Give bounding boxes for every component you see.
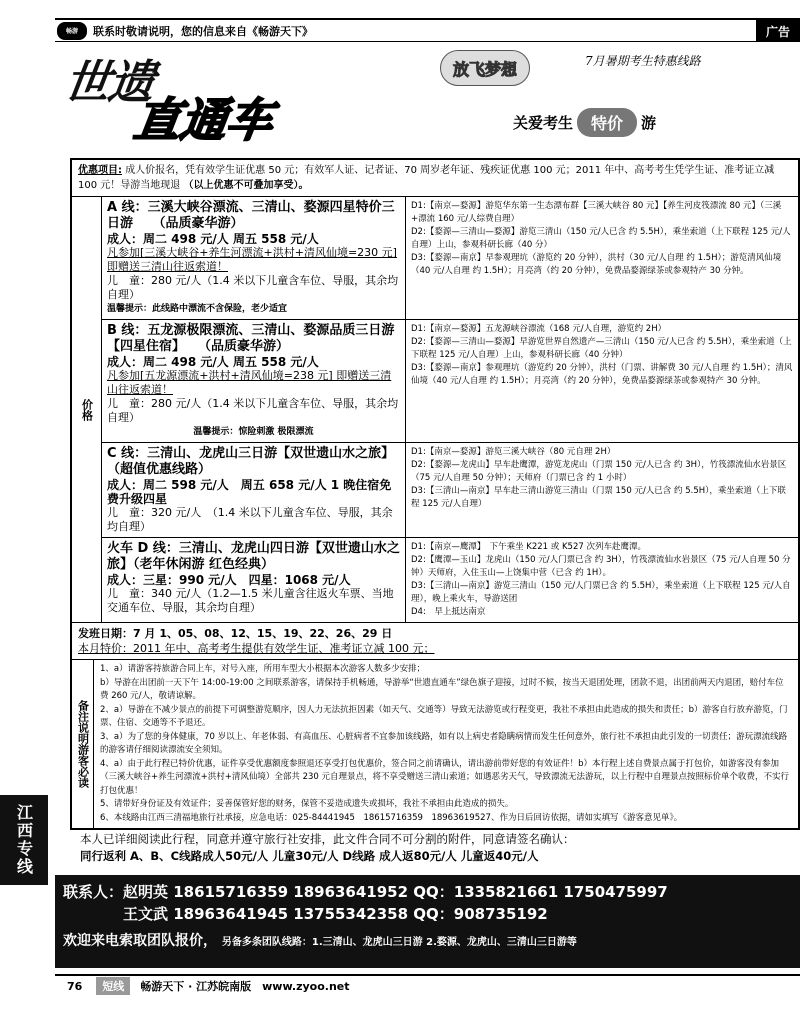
day-1: D1:【南京—鹰潭】 下午乘坐 K221 或 K527 次列车赴鹰潭。	[411, 542, 646, 552]
care-slogan	[513, 108, 656, 137]
day-3: D3:【三清山—南京】早车赴三清山游览三清山（门票 150 元/人已含 约 5.5H），乘坐索道（上下联程 125 元/人自理）	[411, 486, 786, 509]
line-child-price: 儿 童：340 元/人（1.2—1.5 米儿童含往返火车票、当地交通车位、导服，其余均自理）	[107, 587, 394, 614]
promo-text: 成人价报名，凭有效学生证优惠 50 元；有效军人证、记者证、70 周岁老年证、残疾证优惠 100 元；2011 年中、高考考生凭学生证、准考证立减 100 元！导游当地现退	[78, 165, 775, 191]
note-item: 3、a）为了您的身体健康，70 岁以上、年老体弱、有高血压、心脏病者不宜参加该线路，如有以上病史者隐瞒病情而发生任何意外，旅行社不承担由此引发的一切责任；游玩漂流线路的游客请仔细阅读漂流安全须知。	[100, 731, 788, 755]
footer-tag: 短线	[96, 977, 130, 995]
price-label: 价格	[72, 197, 102, 622]
line-tip: 温馨提示：此线路中漂流不含保险，老少适宜	[107, 304, 288, 314]
banner-subtitle: 7月暑期考生特惠线路	[585, 54, 701, 68]
line-b	[102, 320, 798, 443]
line-child-price: 儿 童：320 元/人 （1.4 米以下儿童含车位、导服，其余均自理）	[107, 506, 393, 533]
promo-row	[72, 160, 798, 197]
line-extra: 凡参加[五龙源漂流+洪村+清风仙境=238 元] 即赠送三清山往返索道！	[107, 369, 392, 396]
page-number: 76	[67, 979, 83, 993]
line-adult-price: 成人：周二 598 元/人 周五 658 元/人 1 晚住宿免费升级四星	[107, 478, 392, 506]
contact-line-1: 联系人：赵明英 18615716359 18963641952 QQ：1335821661 1750475997	[63, 883, 668, 901]
line-adult-price: 成人：周二 498 元/人 周五 558 元/人	[107, 355, 319, 369]
line-a	[102, 197, 798, 320]
promo-bold: （以上优惠不可叠加享受）。	[183, 180, 309, 191]
contact-block	[55, 875, 800, 968]
day-2: D2:【鹰潭—玉山】龙虎山（150 元/人门票已含 约 3H），竹筏漂流仙水岩景区（75 元/人自理 50 分钟）天师府，入住玉山—上饶集中营（已含 约 1H）。	[411, 555, 791, 578]
day-1: D1:【南京—婺源】游览华东第一生态漂布群【三溪大峡谷 80 元】【养生河皮筏漂流 80 元】（三溪+漂流 160 元/人综费自理）	[411, 201, 782, 224]
day-3: D3:【婺源—南京】参观理坑（游览约 20 分钟），洪村（门票、讲解费 30 元/人自理 约 1.5H）；清风仙境（40 元/人自理 约 1.5H）；月亮湾（约 20 分钟），免费品婺源绿茶或参观特产 30 分钟。	[411, 363, 793, 386]
line-extra: 凡参加[三溪大峡谷+养生河漂流+洪村+清风仙境=230 元] 即赠送三清山往返索道！	[107, 246, 397, 273]
notes-side	[72, 660, 94, 828]
line-child-price: 儿 童：280 元/人（1.4 米以下儿童含车位、导服，其余均自理）	[107, 274, 399, 301]
care-special: 特价	[577, 108, 637, 137]
note-item: 5、请带好身份证及有效证件；妥善保管好您的财务，保管不妥造成遗失或损坏，我社不承担由此造成的损失。	[100, 799, 514, 809]
day-2: D2:【婺源—三清山—婺源】早游览世界自然遗产—三清山（150 元/人已含 约 5.5H），乘坐索道（上下联程 125 元/人自理）上山，参观科研长廊（40 分钟）	[411, 337, 792, 360]
top-bar	[55, 18, 800, 42]
care-left: 关爱考生	[513, 114, 574, 132]
line-title: B 线：五龙源极限漂流、三清山、婺源品质三日游【四星住宿】 （品质豪华游）	[107, 323, 395, 354]
notes-side-1: 备注说明	[76, 700, 90, 744]
footer-text: 畅游天下 · 江苏皖南版 www.zyoo.net	[140, 980, 350, 993]
departure-line: 发班日期：7 月 1、05、08、12、15、19、22、26、29 日	[78, 627, 393, 640]
dream-badge: 放飞梦想	[440, 50, 530, 86]
day-2: D2:【婺源—龙虎山】早车赴鹰潭，游览龙虎山（门票 150 元/人已含 约 3H），竹筏漂流仙水岩景区（75 元/人自理 50 分钟）；天师府（门票已含 约 1 小时）	[411, 460, 787, 483]
note-item: 6、本线路由江西三清福地旅行社承接，应急电话：025-84441945 18615716359 18963619527、作为日后回访依据，请如实填写《游客意见单》。	[100, 812, 683, 823]
day-2: D2:【婺源—三清山—婺源】游览三清山（150 元/人已含 约 5.5H），乘坐索道（上下联程 125 元/人自理）上山，参观科研长廊（40 分）	[411, 227, 791, 250]
welcome-line	[63, 930, 792, 950]
ad-label: 广告	[756, 20, 800, 42]
line-title: C 线：三清山、龙虎山三日游【双世遗山水之旅】 （超值优惠线路）	[107, 446, 414, 477]
welcome-small: 另备多条团队线路：1.三清山、龙虎山三日游 2.婺源、龙虎山、三清山三日游等	[221, 937, 577, 948]
note-item: 4、a）由于此行程已特价优惠，证件享受优惠额度参照退还享受打包优惠价，签合同之前请确认，请出游前带好您的有效证件！b）本行程上述自费景点属于打包价，如游客没有参加（三溪大峡谷+养生河漂流+洪村+清风仙境）全部共 230 元自理景点，将不享受赠送三清山索道；如遇恶劣天气，导致漂流无法游玩，以上行程中自理景点按照标价单个收费，不实行打包优惠！	[100, 758, 790, 796]
footer	[55, 974, 800, 996]
contact-line-2: 王文武 18963641945 13755342358 QQ：908735192	[63, 905, 548, 923]
header-notice: 联系时敬请说明，您的信息来自《畅游天下》	[93, 24, 313, 38]
line-child-price: 儿 童：280 元/人（1.4 米以下儿童含车位、导服，其余均自理）	[107, 397, 399, 424]
line-tip: 温馨提示：惊险刺激 极限漂流	[193, 427, 314, 437]
care-right: 游	[641, 114, 657, 132]
notes-section	[72, 659, 798, 828]
line-title: 火车 D 线：三清山、龙虎山四日游【双世遗山水之旅】（老年休闲游 红色经典）	[107, 541, 400, 572]
price-section	[72, 197, 798, 623]
banner	[55, 44, 800, 156]
confirm-block	[80, 831, 800, 865]
line-adult-price: 成人：周二 498 元/人 周五 558 元/人	[107, 232, 319, 246]
brand-title-bottom: 直通车	[130, 93, 277, 147]
day-4: D4: 早上抵达南京	[411, 607, 486, 617]
line-c	[102, 443, 798, 538]
line-d	[102, 538, 798, 622]
notes-side-2: 游客必读	[76, 744, 90, 788]
magazine-logo: 畅游	[57, 22, 87, 40]
welcome-text: 欢迎来电索取团队报价，	[63, 933, 217, 949]
line-title: A 线：三溪大峡谷漂流、三清山、婺源四星特价三日游 （品质豪华游）	[107, 200, 395, 231]
note-item: b）导游在出团前一天下午 14:00-19:00 之间联系游客，请保持手机畅通，导游举“世遗直通车”绿色旗子迎接，过时不候，按当天退团处理，团款不退，出团前两天内退团，赔付车位费 260 元/人，敬请谅解。	[100, 677, 784, 701]
day-3: D3:【三清山—南京】游览三清山（150 元/人门票已含 约 5.5H），乘坐索道（上下联程 125 元/人自理），晚上乘火车，导游送团	[411, 581, 791, 604]
promo-label: 优惠项目:	[78, 165, 122, 176]
section-sidebar: 江西专线	[0, 795, 48, 885]
day-1: D1:【南京—婺源】五龙源峡谷漂流（168 元/人自理，游览约 2H）	[411, 324, 667, 334]
note-item: 2、a）导游在不减少景点的前提下可调整游览顺序，因人力无法抗拒因素（如天气、交通等）导致无法游览或行程变更，我社不承担由此造成的损失和责任；b）游客自行放弃游览，门票、住宿、交通等不予退还。	[100, 704, 788, 728]
day-3: D3:【婺源—南京】早参观理坑（游览约 20 分钟），洪村（30 元/人自理 约 1.5H）；游览清风仙境（40 元/人自理 约 1.5H）；月亮湾（约 20 分钟），免费品婺源绿茶或参观特产 30 分钟。	[411, 253, 782, 276]
itinerary-table	[70, 158, 800, 830]
special-line: 本月特价：2011 年中、高考考生提供有效学生证、准考证立减 100 元；	[78, 642, 435, 655]
brand-title-top: 世遗	[60, 55, 157, 109]
confirm-line: 本人已详细阅读此行程，同意并遵守旅行社安排，此文件合同不可分割的附件，同意请签名确认：	[80, 832, 575, 846]
departure-dates	[72, 623, 798, 659]
note-item: 1、a）请游客持旅游合同上车，对号入座，所用车型大小根据本次游客人数多少安排；	[100, 664, 426, 674]
line-adult-price: 成人：三星：990 元/人 四星：1068 元/人	[107, 573, 351, 587]
rebate-line: 同行返利 A、B、C线路成人50元/人 儿童30元/人 D线路 成人返80元/人 儿童返40元/人	[80, 849, 539, 863]
day-1: D1:【南京—婺源】游览三溪大峡谷（80 元自理 2H）	[411, 447, 616, 457]
